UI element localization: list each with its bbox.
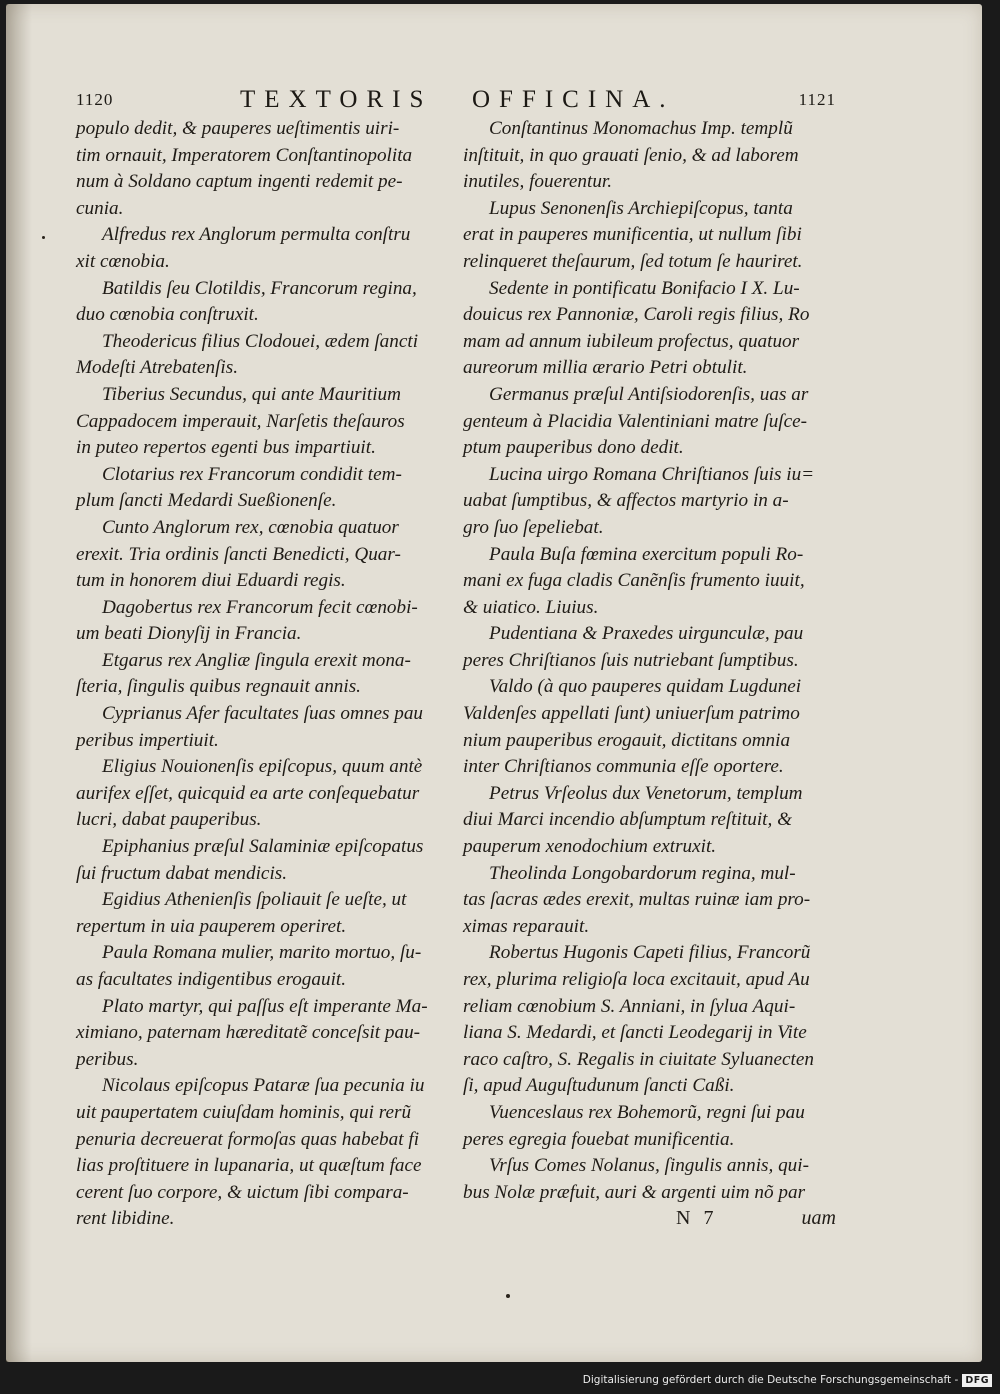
text-line: ptum pauperibus dono dedit. bbox=[463, 437, 684, 459]
text-entry bbox=[76, 382, 448, 462]
text-line: uabat ſumptibus, & affectos martyrio in a- bbox=[463, 490, 789, 512]
text-line: peribus impertiuit. bbox=[76, 729, 219, 751]
text-line: pauperum xenodochium extruxit. bbox=[463, 836, 717, 858]
text-line: erat in pauperes munificentia, ut nullum ſibi bbox=[463, 224, 802, 246]
text-line: peribus. bbox=[76, 1048, 139, 1070]
text-line: ximiano, paternam hæreditatẽ conceſsit pau- bbox=[76, 1022, 421, 1044]
text-line: liana S. Medardi, et ſancti Leodegarij in Vite bbox=[463, 1022, 807, 1044]
text-line: duo cœnobia conſtruxit. bbox=[76, 304, 259, 326]
text-line: um beati Dionyſij in Francia. bbox=[76, 623, 302, 645]
text-line: Petrus Vrſeolus dux Venetorum, templum bbox=[489, 782, 803, 804]
text-entry bbox=[76, 222, 448, 275]
footer-credit-text: Digitalisierung gefördert durch die Deutsche Forschungsgemeinschaft - bbox=[582, 1374, 959, 1386]
text-entry bbox=[76, 1073, 448, 1233]
paper-speck bbox=[42, 236, 45, 239]
text-line: xit cœnobia. bbox=[76, 250, 170, 272]
book-page bbox=[6, 4, 982, 1362]
text-line: gro ſuo ſepeliebat. bbox=[463, 516, 604, 538]
text-line: num à Soldano captum ingenti redemit pe- bbox=[76, 171, 403, 193]
text-entry bbox=[76, 994, 448, 1074]
left-page-number: 1120 bbox=[76, 90, 114, 109]
text-line: Clotarius rex Francorum condidit tem- bbox=[102, 463, 402, 485]
text-entry bbox=[76, 276, 448, 329]
text-line: inter Chriſtianos communia eſſe oportere. bbox=[463, 756, 784, 778]
text-line: lucri, dabat pauperibus. bbox=[76, 809, 262, 831]
text-line: Cappadocem imperauit, Narſetis theſauros bbox=[76, 410, 405, 432]
text-entry bbox=[463, 276, 839, 382]
text-line: relinqueret theſaurum, ſed totum ſe hauriret. bbox=[463, 250, 803, 272]
text-line: Theodericus filius Clodouei, ædem ſancti bbox=[102, 330, 419, 352]
text-line: bus Nolæ præfuit, auri & argenti uim nõ par bbox=[463, 1181, 806, 1203]
text-line: tum in honorem diui Eduardi regis. bbox=[76, 570, 346, 592]
text-line: uit paupertatem cuiuſdam hominis, qui rerũ bbox=[76, 1101, 412, 1123]
text-entry bbox=[76, 515, 448, 595]
text-line: as facultates indigentibus erogauit. bbox=[76, 969, 347, 990]
text-entry bbox=[463, 1100, 839, 1153]
text-line: mam ad annum iubileum profectus, quatuor bbox=[463, 330, 800, 352]
text-line: aureorum millia ærario Petri obtulit. bbox=[463, 357, 748, 379]
text-entry bbox=[463, 116, 839, 196]
text-entry bbox=[463, 382, 839, 462]
text-line: cerent ſuo corpore, & uictum ſibi compara- bbox=[76, 1181, 409, 1203]
text-line: Egidius Athenienſis ſpoliauit ſe ueſte, ut bbox=[102, 889, 407, 911]
text-line: ſteria, ſingulis quibus regnauit annis. bbox=[76, 676, 361, 698]
text-line: Tiberius Secundus, qui ante Mauritium bbox=[102, 383, 401, 405]
text-line: Vuenceslaus rex Bohemorũ, regni ſui pau bbox=[489, 1101, 805, 1123]
text-line: plum ſancti Medardi Sueßionenſe. bbox=[76, 490, 337, 512]
text-line: tim ornauit, Imperatorem Conſtantinopolita bbox=[76, 144, 413, 166]
text-line: Valdo (à quo pauperes quidam Lugdunei bbox=[489, 676, 802, 698]
text-line: rex, plurima religioſa loca excitauit, apud Au bbox=[463, 969, 810, 990]
text-line: lias proſtituere in lupanaria, ut quæſtum face bbox=[76, 1155, 422, 1177]
text-line: Dagobertus rex Francorum fecit cœnobi- bbox=[102, 596, 418, 618]
text-entry bbox=[463, 462, 839, 542]
text-line: Etgarus rex Angliæ ſingula erexit mona- bbox=[102, 649, 411, 671]
text-line: Alfredus rex Anglorum permulta conſtru bbox=[102, 224, 411, 246]
signature-mark: N 7 bbox=[676, 1207, 718, 1229]
footer-credit bbox=[583, 1372, 992, 1388]
text-line: ſi, apud Auguſtudunum ſancti Caßi. bbox=[463, 1075, 735, 1097]
text-line: Sedente in pontificatu Bonifacio I X. Lu- bbox=[489, 277, 800, 299]
text-line: Plato martyr, qui paſſus eſt imperante Ma- bbox=[102, 995, 428, 1017]
text-line: nium pauperibus erogauit, dictitans omnia bbox=[463, 729, 791, 751]
text-entry bbox=[76, 887, 448, 940]
text-entry bbox=[76, 462, 448, 515]
text-line: douicus rex Pannoniæ, Caroli regis filius, Ro bbox=[463, 304, 810, 326]
text-line: Lucina uirgo Romana Chriſtianos ſuis iu= bbox=[489, 463, 815, 485]
text-entry bbox=[76, 940, 448, 993]
text-line: Robertus Hugonis Capeti filius, Francorũ bbox=[489, 942, 811, 964]
text-entry bbox=[76, 329, 448, 382]
text-line: peres egregia fouebat munificentia. bbox=[463, 1128, 735, 1150]
text-entry bbox=[463, 542, 839, 622]
text-line: Pudentiana & Praxedes uirgunculæ, pau bbox=[489, 623, 804, 645]
text-line: Paula Buſa fœmina exercitum populi Ro- bbox=[489, 543, 804, 565]
text-line: raco caſtro, S. Regalis in ciuitate Syluanecten bbox=[463, 1048, 814, 1070]
text-line: inutiles, fouerentur. bbox=[463, 171, 613, 193]
right-page-number: 1121 bbox=[798, 90, 836, 109]
text-entry bbox=[463, 196, 839, 276]
text-entry bbox=[76, 595, 448, 648]
text-line: aurifex eſſet, quicquid ea arte conſequebatur bbox=[76, 782, 420, 804]
spine-shadow bbox=[6, 4, 32, 1362]
text-line: Germanus præſul Antiſsiodorenſis, uas ar bbox=[489, 383, 809, 405]
text-line: reliam cœnobium S. Anniani, in ſylua Aqui- bbox=[463, 995, 796, 1017]
text-entry bbox=[76, 648, 448, 701]
catchword: uam bbox=[801, 1207, 836, 1229]
text-line: Conſtantinus Monomachus Imp. templũ bbox=[489, 118, 793, 139]
running-title-right: OFFICINA. bbox=[472, 86, 675, 113]
paper-speck bbox=[506, 1294, 510, 1298]
text-line: ximas reparauit. bbox=[463, 915, 590, 937]
text-line: cunia. bbox=[76, 197, 124, 219]
text-line: Batildis ſeu Clotildis, Francorum regina, bbox=[102, 277, 417, 299]
text-line: rent libidine. bbox=[76, 1208, 175, 1230]
text-line: Valdenſes appellati ſunt) uniuerſum patrimo bbox=[463, 703, 800, 725]
text-line: Lupus Senonenſis Archiepiſcopus, tanta bbox=[489, 197, 793, 219]
text-line: peres Chriſtianos ſuis nutriebant ſumptibus. bbox=[463, 649, 799, 671]
text-line: penuria decreuerat formoſas quas habebat fi bbox=[76, 1128, 420, 1150]
text-line: Modeſti Atrebatenſis. bbox=[76, 357, 239, 379]
text-line: Cunto Anglorum rex, cœnobia quatuor bbox=[102, 516, 399, 538]
text-line: & uiatico. Liuius. bbox=[463, 596, 599, 618]
text-entry bbox=[76, 834, 448, 887]
text-entry bbox=[76, 754, 448, 834]
text-line: repertum in uia pauperem operiret. bbox=[76, 915, 347, 937]
text-line: mani ex fuga cladis Canẽnſis frumento iuuit, bbox=[463, 570, 805, 592]
text-line: Eligius Nouionenſis epiſcopus, quum antè bbox=[102, 756, 423, 778]
text-entry bbox=[76, 116, 448, 222]
text-line: tas ſacras ædes erexit, multas ruinæ iam pro- bbox=[463, 889, 811, 911]
left-text-column bbox=[76, 116, 448, 1233]
text-line: Nicolaus epiſcopus Pataræ ſua pecunia iu bbox=[102, 1075, 425, 1097]
catchline bbox=[676, 1207, 836, 1235]
text-line: Paula Romana mulier, marito mortuo, ſu- bbox=[102, 942, 422, 964]
text-line: erexit. Tria ordinis ſancti Benedicti, Quar- bbox=[76, 543, 401, 565]
text-entry bbox=[463, 621, 839, 674]
text-line: ſui fructum dabat mendicis. bbox=[76, 862, 288, 884]
text-line: Theolinda Longobardorum regina, mul- bbox=[489, 862, 796, 884]
running-title-left: TEXTORIS bbox=[240, 86, 433, 113]
text-line: diui Marci incendio abſumptum reſtituit, & bbox=[463, 809, 792, 831]
text-entry bbox=[76, 701, 448, 754]
text-line: genteum à Placidia Valentiniani matre ſuſce- bbox=[463, 410, 808, 432]
text-entry bbox=[463, 1153, 839, 1206]
text-line: Vrſus Comes Nolanus, ſingulis annis, qui- bbox=[489, 1155, 809, 1177]
text-entry bbox=[463, 674, 839, 780]
running-head bbox=[76, 86, 836, 116]
text-entry bbox=[463, 940, 839, 1100]
text-entry bbox=[463, 861, 839, 941]
text-line: in puteo repertos egenti bus impartiuit. bbox=[76, 437, 376, 459]
right-text-column bbox=[463, 116, 839, 1206]
text-line: populo dedit, & pauperes ueſtimentis uiri- bbox=[76, 118, 400, 139]
text-line: Cyprianus Afer facultates ſuas omnes pau bbox=[102, 703, 424, 725]
text-line: Epiphanius præſul Salaminiæ epiſcopatus bbox=[102, 836, 424, 858]
dfg-logo: DFG bbox=[962, 1374, 992, 1387]
text-entry bbox=[463, 781, 839, 861]
text-line: inſtituit, in quo grauati ſenio, & ad laborem bbox=[463, 144, 799, 166]
